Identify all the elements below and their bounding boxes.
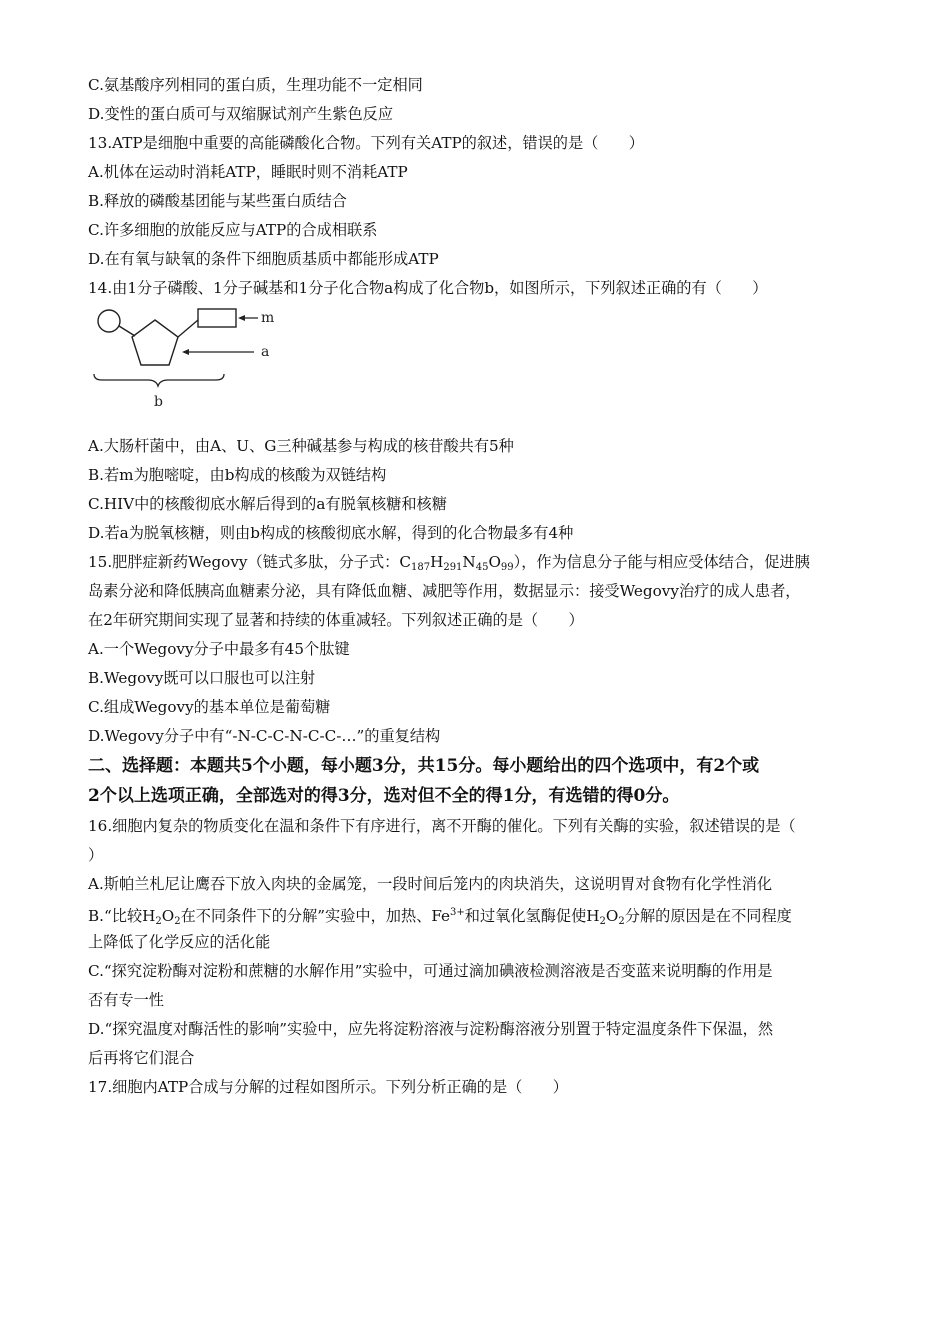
q14-option-c: C.HIV中的核酸彻底水解后得到的a有脱氧核糖和核糖 [88,495,447,513]
nucleotide-diagram [88,302,288,414]
q15-stem-line3: 在2年研究期间实现了显著和持续的体重减轻。下列叙述正确的是（ ） [88,611,584,629]
q12-option-c: C.氨基酸序列相同的蛋白质，生理功能不一定相同 [88,76,423,94]
q16-stem-line2: ） [88,846,104,864]
pentose-ring [132,320,178,365]
q15-option-b: B.Wegovy既可以口服也可以注射 [88,669,316,687]
q16-stem-line1: 16.细胞内复杂的物质变化在温和条件下有序进行，离不开酶的催化。下列有关酶的实验，叙述错误的是（ [88,817,796,835]
q16-option-a: A.斯帕兰札尼让鹰吞下放入肉块的金属笼，一段时间后笼内的肉块消失，这说明胃对食物有化学性消化 [88,875,773,893]
label-b: b [154,394,163,410]
arrow-m-head [238,315,245,321]
phosphate-bond [119,326,135,336]
label-m: m [261,310,275,326]
q15-stem-line2: 岛素分泌和降低胰高血糖素分泌，具有降低血糖、减肥等作用，数据显示：接受Wegovy治疗的成人患者， [88,582,801,600]
q13-option-d: D.在有氧与缺氧的条件下细胞质基质中都能形成ATP [88,250,439,268]
q13-option-a: A.机体在运动时消耗ATP，睡眠时则不消耗ATP [88,163,408,181]
q14-option-d: D.若a为脱氧核糖，则由b构成的核酸彻底水解，得到的化合物最多有4种 [88,524,574,542]
q14-stem: 14.由1分子磷酸、1分子碱基和1分子化合物a构成了化合物b，如图所示，下列叙述正确的有（ ） [88,279,768,297]
q15-option-d: D.Wegovy分子中有“-N-C-C-N-C-C-…”的重复结构 [88,727,441,745]
section2-heading-line2: 2个以上选项正确，全部选对的得3分，选对但不全的得1分，有选错的得0分。 [88,786,680,806]
q15-stem-line1: 15.肥胖症新药Wegovy（链式多肽，分子式：$C_{187}H_{291}N_{45}O_{99}$），作为信息分子能与相应受体结合，促进胰 [88,553,810,573]
q16-option-c-line2: 否有专一性 [88,991,164,1009]
q12-option-d: D.变性的蛋白质可与双缩脲试剂产生紫色反应 [88,105,394,123]
q14-option-b: B.若m为胞嘧啶，由b构成的核酸为双链结构 [88,466,387,484]
q13-option-c: C.许多细胞的放能反应与ATP的合成相联系 [88,221,378,239]
brace-b [94,374,224,386]
q15-option-c: C.组成Wegovy的基本单位是葡萄糖 [88,698,331,716]
arrow-a-head [182,349,189,355]
base-rectangle [198,309,236,327]
q16-option-d-line1: D.“探究温度对酶活性的影响”实验中，应先将淀粉溶液与淀粉酶溶液分别置于特定温度条件下保温，然 [88,1020,774,1038]
q13-option-b: B.释放的磷酸基团能与某些蛋白质结合 [88,192,347,210]
q16-option-b-line1: B.“比较$H_2O_2$在不同条件下的分解”实验中，加热、$Fe^{3+}$和过氧化氢酶促使$H_2O_2$分解的原因是在不同程度 [88,907,792,927]
section2-heading-line1: 二、选择题：本题共5个小题，每小题3分，共15分。每小题给出的四个选项中，有2个或 [88,756,760,776]
q16-option-b-line2: 上降低了化学反应的活化能 [88,933,271,951]
q16-option-d-line2: 后再将它们混合 [88,1049,195,1067]
q13-stem: 13.ATP是细胞中重要的高能磷酸化合物。下列有关ATP的叙述，错误的是（ ） [88,134,644,152]
phosphate-circle [98,310,120,332]
label-a: a [261,344,270,360]
q16-option-c-line1: C.“探究淀粉酶对淀粉和蔗糖的水解作用”实验中，可通过滴加碘液检测溶液是否变蓝来说明酶的作用是 [88,962,773,980]
q15-option-a: A.一个Wegovy分子中最多有45个肽键 [88,640,350,658]
q17-stem: 17.细胞内ATP合成与分解的过程如图所示。下列分析正确的是（ ） [88,1078,568,1096]
q14-option-a: A.大肠杆菌中，由A、U、G三种碱基参与构成的核苷酸共有5种 [88,437,514,455]
base-bond [178,320,198,337]
